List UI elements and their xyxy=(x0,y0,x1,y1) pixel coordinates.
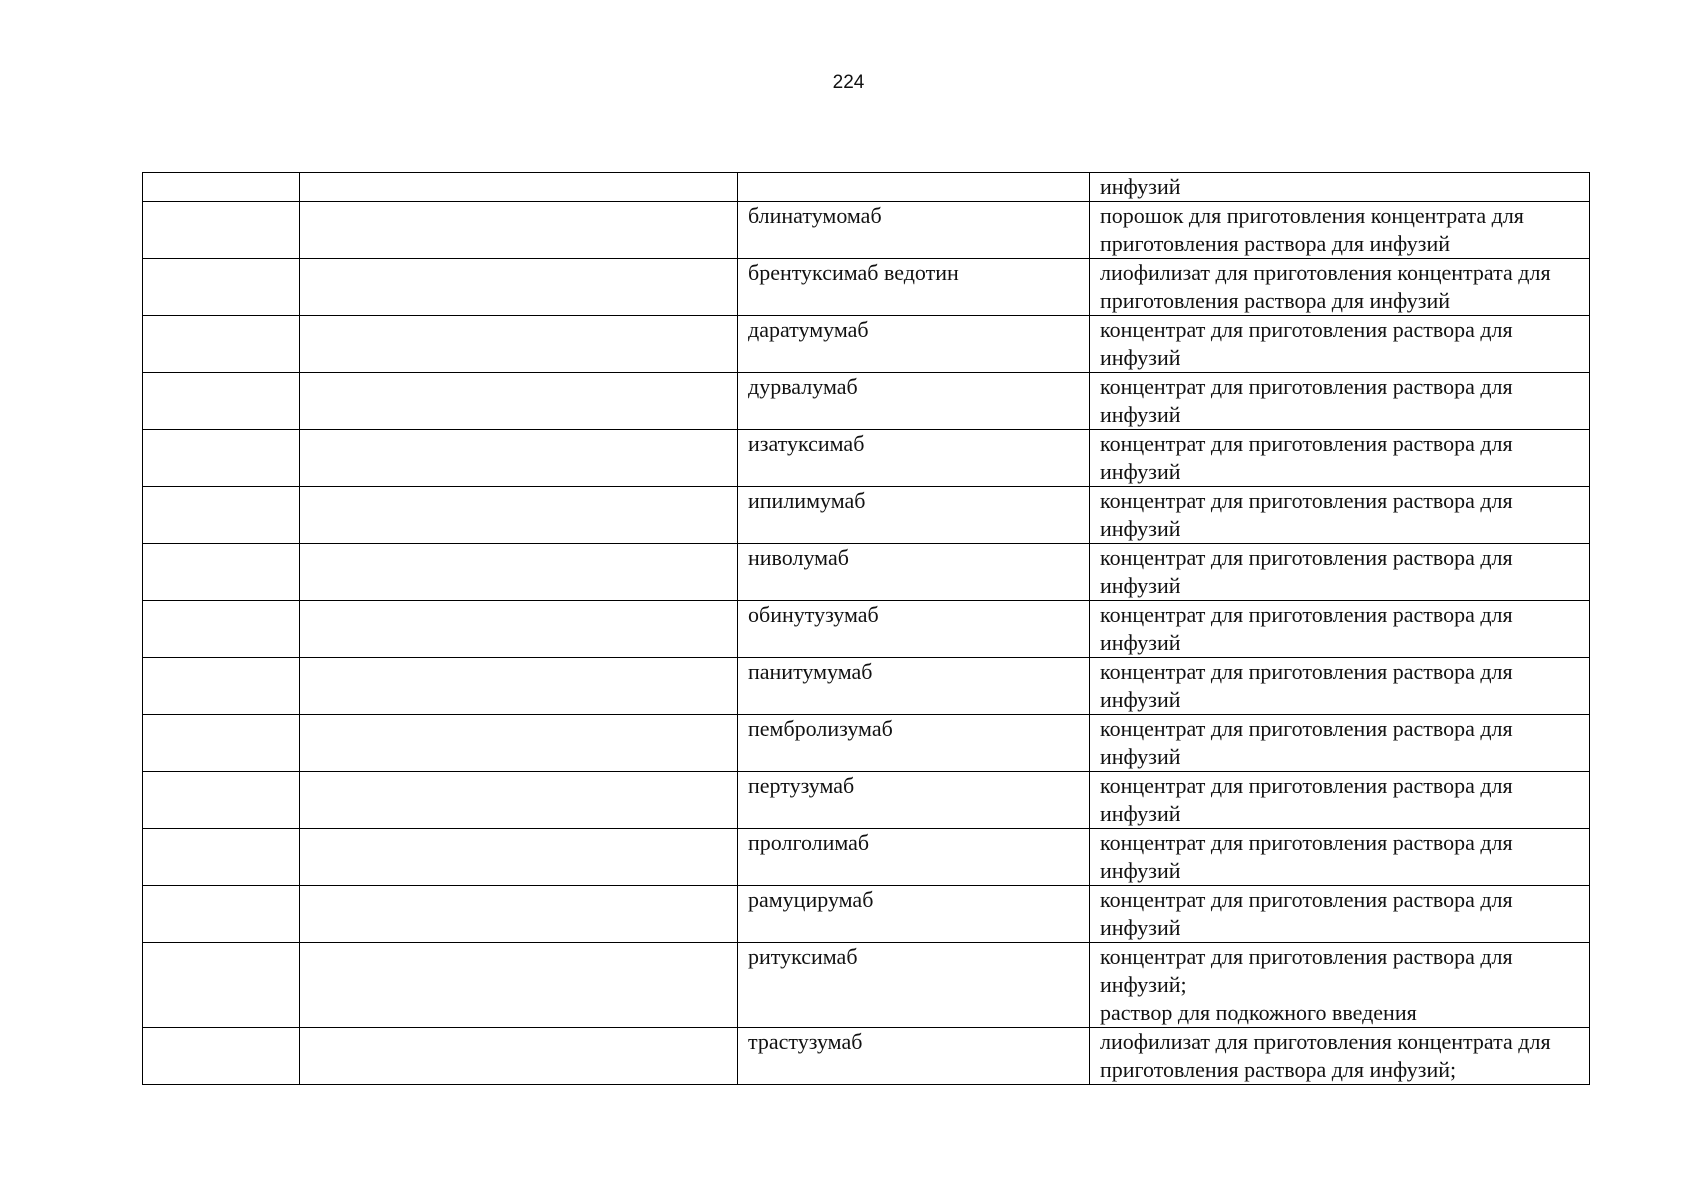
dosage-form-text: раствор для подкожного введения xyxy=(1100,1000,1417,1025)
group-cell xyxy=(300,715,738,772)
dosage-form-text: концентрат для приготовления раствора для инфузий; xyxy=(1100,944,1513,997)
group-cell xyxy=(300,943,738,1028)
group-cell xyxy=(300,829,738,886)
drug-name-cell: ипилимумаб xyxy=(738,487,1090,544)
drug-name-cell: ритуксимаб xyxy=(738,943,1090,1028)
dosage-form-cell xyxy=(1090,173,1590,202)
dosage-form-cell xyxy=(1090,373,1590,430)
code-cell xyxy=(143,886,300,943)
code-cell xyxy=(143,173,300,202)
group-cell xyxy=(300,316,738,373)
code-cell xyxy=(143,943,300,1028)
dosage-form-text: порошок для приготовления концентрата для приготовления раствора для инфузий xyxy=(1100,203,1524,256)
drug-name-cell: пембролизумаб xyxy=(738,715,1090,772)
table-row xyxy=(143,373,1590,430)
table-row xyxy=(143,886,1590,943)
code-cell xyxy=(143,259,300,316)
dosage-form-text: концентрат для приготовления раствора для инфузий xyxy=(1100,545,1513,598)
code-cell xyxy=(143,430,300,487)
dosage-form-cell xyxy=(1090,202,1590,259)
dosage-form-cell xyxy=(1090,1028,1590,1085)
drug-table xyxy=(142,172,1590,1085)
code-cell xyxy=(143,715,300,772)
dosage-form-text: лиофилизат для приготовления концентрата для приготовления раствора для инфузий xyxy=(1100,260,1551,313)
group-cell xyxy=(300,487,738,544)
drug-table-body xyxy=(143,173,1590,1085)
code-cell xyxy=(143,829,300,886)
code-cell xyxy=(143,1028,300,1085)
drug-name-cell: блинатумомаб xyxy=(738,202,1090,259)
dosage-form-text: концентрат для приготовления раствора для инфузий xyxy=(1100,659,1513,712)
code-cell xyxy=(143,487,300,544)
table-row xyxy=(143,173,1590,202)
dosage-form-text: концентрат для приготовления раствора для инфузий xyxy=(1100,830,1513,883)
table-row xyxy=(143,772,1590,829)
table-row xyxy=(143,601,1590,658)
code-cell xyxy=(143,658,300,715)
drug-name-cell: трастузумаб xyxy=(738,1028,1090,1085)
code-cell xyxy=(143,316,300,373)
table-row xyxy=(143,487,1590,544)
table-row xyxy=(143,1028,1590,1085)
dosage-form-text: концентрат для приготовления раствора для инфузий xyxy=(1100,887,1513,940)
table-row xyxy=(143,715,1590,772)
drug-name-cell: рамуцирумаб xyxy=(738,886,1090,943)
drug-name-cell: панитумумаб xyxy=(738,658,1090,715)
dosage-form-cell xyxy=(1090,487,1590,544)
drug-name-cell: дурвалумаб xyxy=(738,373,1090,430)
dosage-form-cell xyxy=(1090,715,1590,772)
table-row xyxy=(143,544,1590,601)
dosage-form-cell xyxy=(1090,430,1590,487)
drug-name-cell: даратумумаб xyxy=(738,316,1090,373)
group-cell xyxy=(300,658,738,715)
dosage-form-cell xyxy=(1090,316,1590,373)
dosage-form-cell xyxy=(1090,544,1590,601)
group-cell xyxy=(300,430,738,487)
drug-name-cell: брентуксимаб ведотин xyxy=(738,259,1090,316)
table-row xyxy=(143,316,1590,373)
group-cell xyxy=(300,886,738,943)
group-cell xyxy=(300,1028,738,1085)
group-cell xyxy=(300,202,738,259)
drug-name-cell: обинутузумаб xyxy=(738,601,1090,658)
group-cell xyxy=(300,173,738,202)
dosage-form-cell xyxy=(1090,259,1590,316)
drug-name-cell: изатуксимаб xyxy=(738,430,1090,487)
group-cell xyxy=(300,259,738,316)
dosage-form-text: концентрат для приготовления раствора для инфузий xyxy=(1100,431,1513,484)
dosage-form-cell xyxy=(1090,772,1590,829)
dosage-form-text: концентрат для приготовления раствора для инфузий xyxy=(1100,773,1513,826)
dosage-form-cell xyxy=(1090,601,1590,658)
dosage-form-text: концентрат для приготовления раствора для инфузий xyxy=(1100,374,1513,427)
dosage-form-text: концентрат для приготовления раствора для инфузий xyxy=(1100,716,1513,769)
dosage-form-text: инфузий xyxy=(1100,174,1181,199)
table-row xyxy=(143,658,1590,715)
table-row xyxy=(143,943,1590,1028)
dosage-form-text: лиофилизат для приготовления концентрата для приготовления раствора для инфузий; xyxy=(1100,1029,1551,1082)
code-cell xyxy=(143,202,300,259)
dosage-form-text: концентрат для приготовления раствора для инфузий xyxy=(1100,488,1513,541)
drug-name-cell: пертузумаб xyxy=(738,772,1090,829)
dosage-form-text: концентрат для приготовления раствора для инфузий xyxy=(1100,602,1513,655)
group-cell xyxy=(300,601,738,658)
code-cell xyxy=(143,373,300,430)
page-number: 224 xyxy=(832,72,865,93)
table-row xyxy=(143,829,1590,886)
code-cell xyxy=(143,601,300,658)
table-row xyxy=(143,259,1590,316)
code-cell xyxy=(143,772,300,829)
code-cell xyxy=(143,544,300,601)
dosage-form-text: концентрат для приготовления раствора для инфузий xyxy=(1100,317,1513,370)
drug-name-cell xyxy=(738,173,1090,202)
dosage-form-cell xyxy=(1090,943,1590,1028)
dosage-form-cell xyxy=(1090,829,1590,886)
dosage-form-cell xyxy=(1090,886,1590,943)
drug-name-cell: пролголимаб xyxy=(738,829,1090,886)
group-cell xyxy=(300,544,738,601)
group-cell xyxy=(300,373,738,430)
drug-name-cell: ниволумаб xyxy=(738,544,1090,601)
dosage-form-cell xyxy=(1090,658,1590,715)
group-cell xyxy=(300,772,738,829)
table-row xyxy=(143,202,1590,259)
table-row xyxy=(143,430,1590,487)
